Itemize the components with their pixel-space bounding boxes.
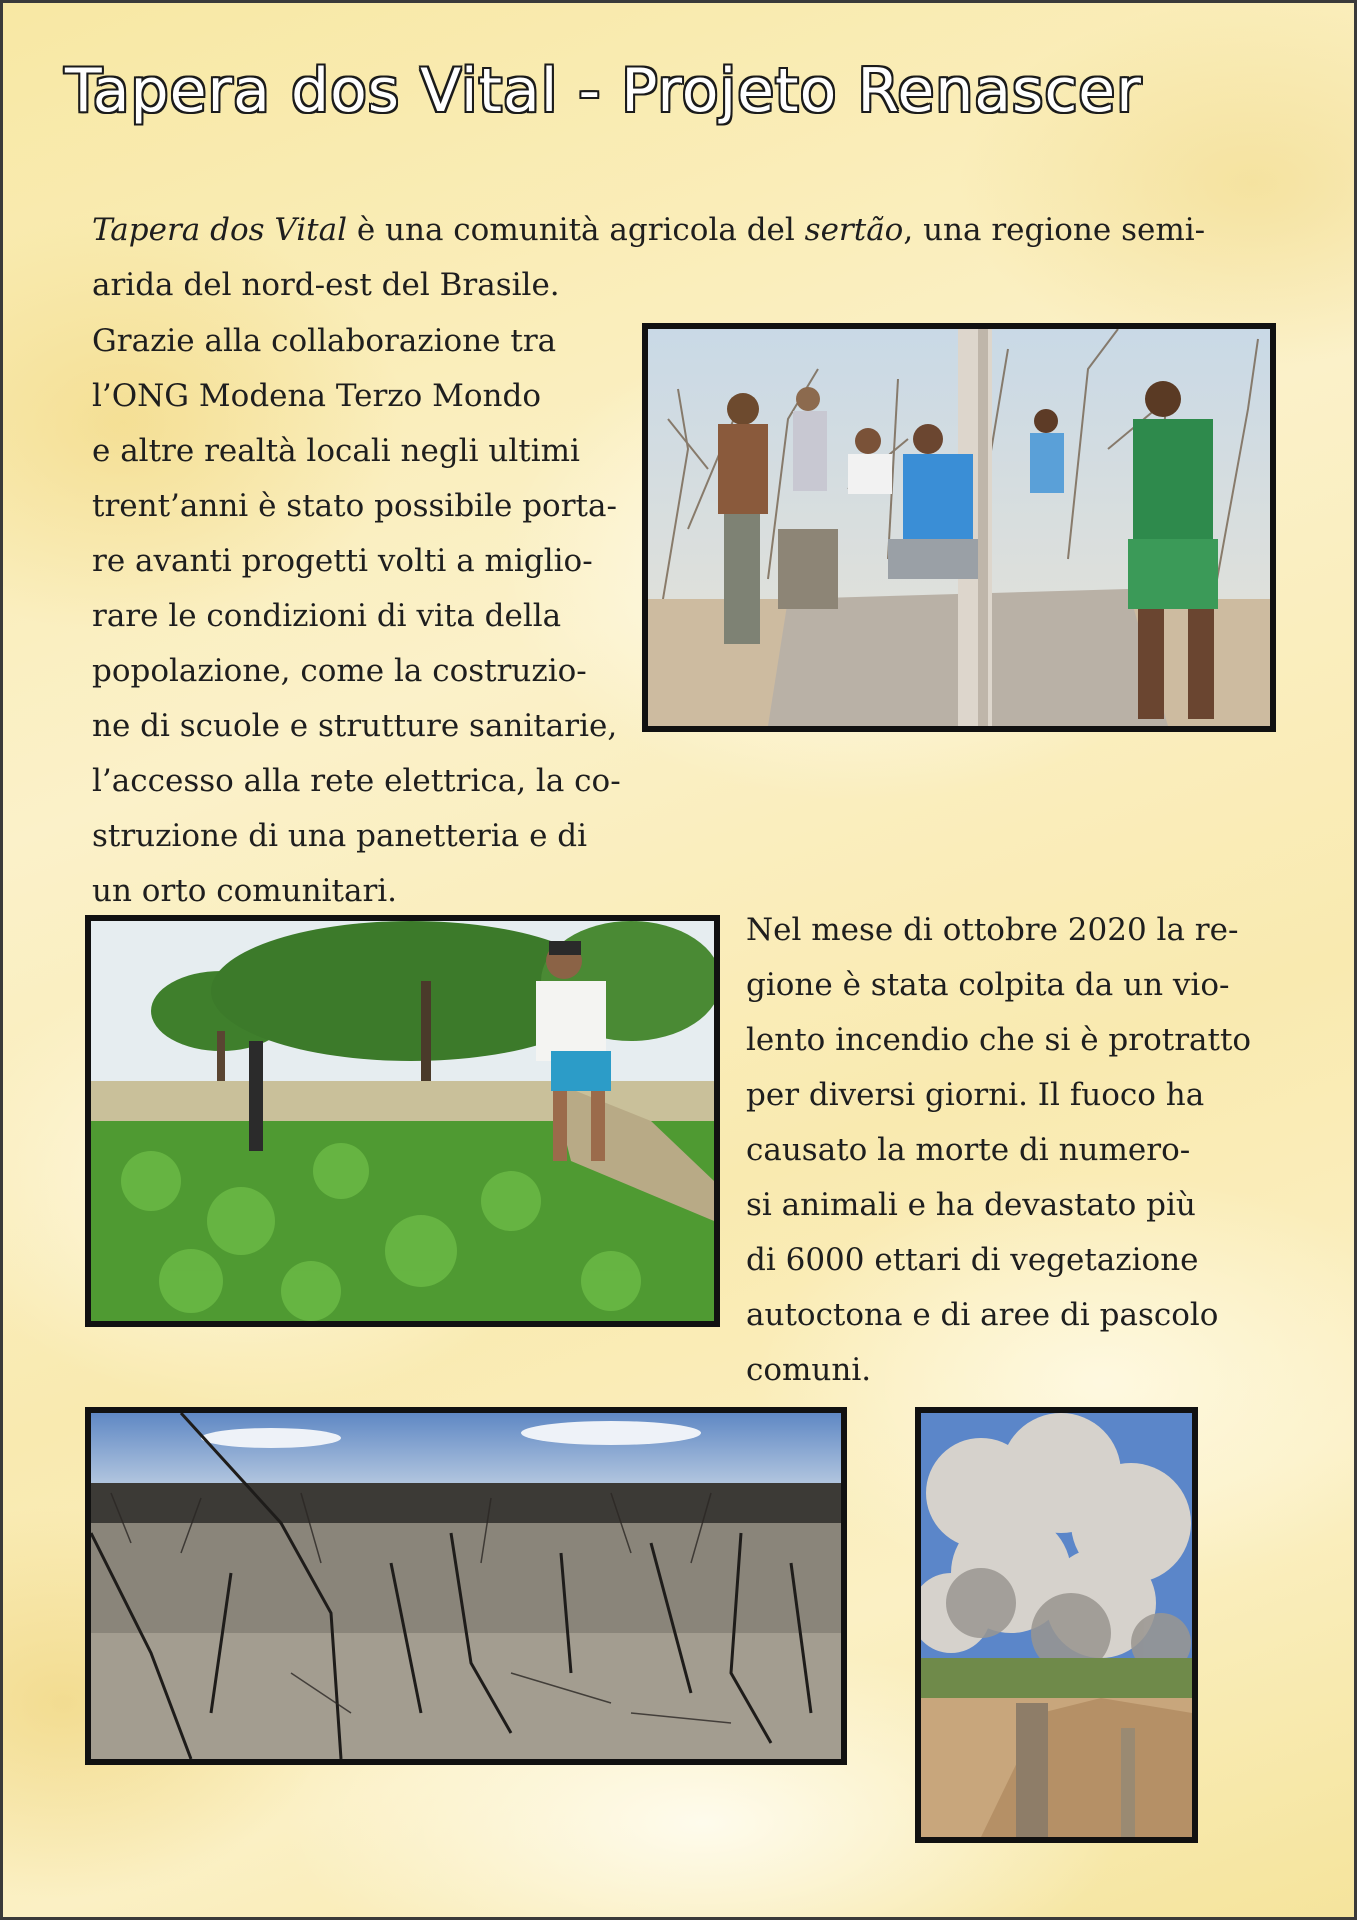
- paragraph-line: popolazione, come la costruzio-: [92, 653, 587, 689]
- photo-community-garden: [85, 915, 720, 1327]
- intro-text-1: è una comunità agricola del: [346, 212, 805, 248]
- place-name: Tapera dos Vital: [92, 212, 347, 248]
- paragraph-line: l’ONG Modena Terzo Mondo: [92, 378, 541, 414]
- intro-paragraph: [92, 203, 1272, 313]
- photo-fire-smoke: [915, 1407, 1198, 1843]
- garden-scene-image: [91, 921, 714, 1321]
- paragraph-line: per diversi giorni. Il fuoco ha: [746, 1077, 1205, 1113]
- paragraph-line: comuni.: [746, 1352, 872, 1388]
- paragraph-line: causato la morte di numero-: [746, 1132, 1191, 1168]
- paragraph-line: ne di scuole e strutture sanitarie,: [92, 708, 618, 744]
- paragraph-line: di 6000 ettari di vegetazione: [746, 1242, 1199, 1278]
- photo-well-villagers: [642, 323, 1276, 732]
- paragraph-line: si animali e ha devastato più: [746, 1187, 1196, 1223]
- paragraph-line: Nel mese di ottobre 2020 la re-: [746, 912, 1239, 948]
- paragraph-line: gione è stata colpita da un vio-: [746, 967, 1230, 1003]
- paragraph-line: Grazie alla collaborazione tra: [92, 323, 557, 359]
- paragraph-line: lento incendio che si è protratto: [746, 1022, 1252, 1058]
- paragraph-line: trent’anni è stato possibile porta-: [92, 488, 617, 524]
- fire-paragraph: [746, 903, 1286, 1398]
- paragraph-line: l’accesso alla rete elettrica, la co-: [92, 763, 621, 799]
- page-title: Tapera dos Vital - Projeto Renascer: [65, 56, 1142, 126]
- smoke-scene-image: [921, 1413, 1192, 1837]
- paragraph-line: rare le condizioni di vita della: [92, 598, 562, 634]
- paragraph-line: un orto comunitari.: [92, 873, 398, 909]
- paragraph-line: e altre realtà locali negli ultimi: [92, 433, 580, 469]
- intro-text-2: , una regione semi-arida del nord-est del Brasile.: [92, 212, 1206, 303]
- burnt-land-image: [91, 1413, 841, 1759]
- paragraph-line: autoctona e di aree di pascolo: [746, 1297, 1219, 1333]
- region-term: sertão: [804, 212, 904, 248]
- paragraph-line: struzione di una panetteria e di: [92, 818, 588, 854]
- photo-burnt-vegetation: [85, 1407, 847, 1765]
- paragraph-line: re avanti progetti volti a miglio-: [92, 543, 593, 579]
- well-scene-image: [648, 329, 1270, 726]
- collaboration-paragraph: [92, 314, 627, 919]
